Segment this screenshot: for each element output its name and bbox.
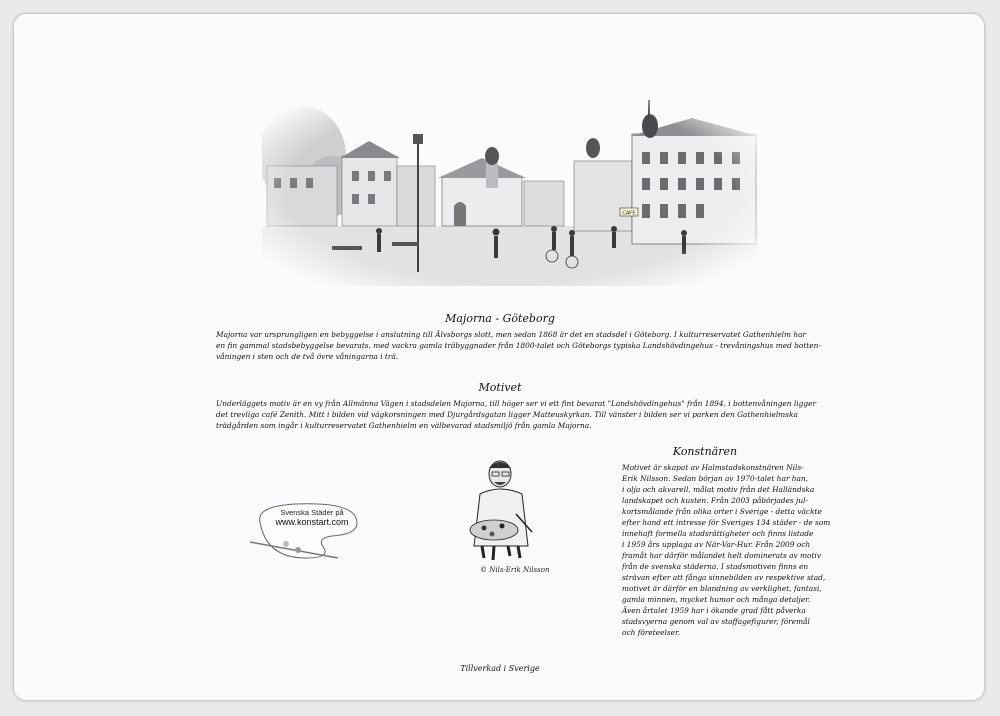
heading-paragraph: [216, 329, 821, 362]
artist-portrait: [458, 454, 546, 582]
konstnaren-title: Konstnären: [672, 445, 738, 458]
konstart-logo: [246, 500, 366, 564]
konstnaren-line: landskapet och kusten. Från 2003 påbörjades jul-: [622, 496, 808, 505]
heading-line: Majorna var ursprungligen en bebyggelse i anslutning till Älvsborgs slott, men sedan 1868 är det en stadsdel i Göteborg. I kulturreservatet Gathenhielm har: [216, 330, 807, 339]
konstnaren-line: i olja och akvarell, målat motiv från det Halländska: [622, 485, 815, 494]
motivet-line: Underläggets motiv är en vy från Allmänna Vägen i stadsdelen Majorna, till höger ser vi ett fint bevarat "Landshövdingehus" från 1894, i bottenvåningen ligger: [216, 399, 817, 408]
konstnaren-line: framåt har därför målandet helt dominerats av motiv: [622, 551, 822, 560]
motivet-line: trädgården som ingår i kulturreservatet Gathenhielm en välbevarad stadsmiljö från gamla Majorna.: [216, 421, 592, 430]
heading-line: våningen i sten och de två övre våningarna i trä.: [216, 352, 399, 361]
motivet-line: det trevliga café Zenith. Mitt i bilden vid vägkorsningen med Djurgårdsgatan ligger Matteuskyrkan. Till vänster i bilden ser vi parken den Gathenhielmska: [216, 410, 798, 419]
konstnaren-line: och företeelser.: [622, 628, 681, 637]
artist-signature: © Nils-Erik Nilsson: [480, 566, 550, 574]
motivet-paragraph: [216, 398, 817, 431]
konstnaren-line: i 1959 års upplaga av När-Var-Hur. Från 2009 och: [622, 540, 811, 549]
motivet-title: Motivet: [478, 381, 522, 394]
konstnaren-line: efter hand ett intresse för Sveriges 134 städer - de som: [622, 518, 831, 527]
konstnaren-line: Även årtalet 1959 har i ökande grad fått påverka: [622, 606, 806, 615]
konstnaren-line: stadsvyerna genom val av staffagefigurer, föremål: [622, 617, 810, 626]
konstnaren-line: från de svenska städerna. I stadsmotiven finns en: [622, 562, 809, 571]
konstnaren-line: innehaft formella stadsrättigheter och finns listade: [622, 529, 814, 538]
konstnaren-line: motivet är därför en blandning av verklighet, fantasi,: [622, 584, 822, 593]
konstnaren-line: Motivet är skapat av Halmstadskonstnären Nils-: [622, 463, 804, 472]
konstnaren-line: Erik Nilsson. Sedan början av 1970-talet har han,: [622, 474, 809, 483]
konstnaren-line: strävan efter att fånga sinnebilden av respektive stad,: [622, 573, 826, 582]
konstnaren-line: kortsmålande från olika orter i Sverige - detta väckte: [622, 507, 822, 516]
heading-line: en fin gammal stadsbebyggelse bevarats, med vackra gamla träbyggnader från 1800-talet och Göteborgs typiska Landshövdingehus - trevåningshus med botten-: [216, 341, 821, 350]
street-scene-illustration: [262, 86, 758, 294]
heading-title: Majorna - Göteborg: [445, 312, 555, 325]
konstnaren-paragraph: [622, 462, 831, 638]
konstnaren-line: gamla minnen, mycket humor och många detaljer.: [622, 595, 811, 604]
logo-line1: Svenska Städer på: [280, 508, 344, 517]
logo-line2: www.konstart.com: [275, 517, 349, 527]
footer-text: Tillverkad i Sverige: [460, 664, 540, 673]
